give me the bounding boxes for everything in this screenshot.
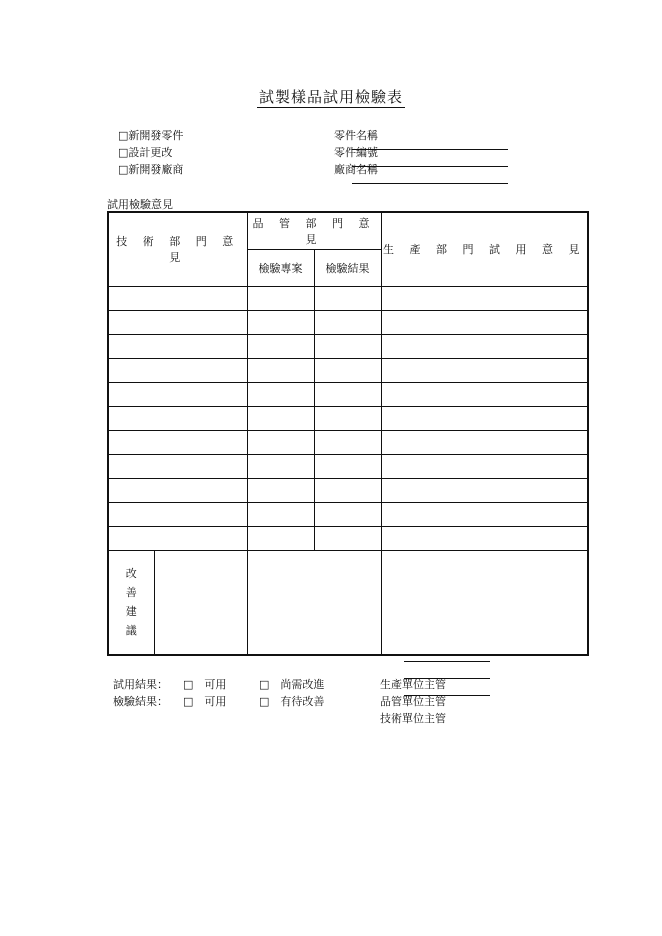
tech-cell[interactable] [108,286,247,310]
qc-result-cell[interactable] [314,454,381,478]
tech-cell[interactable] [108,358,247,382]
table-row [108,286,588,310]
qc-result-cell[interactable] [314,478,381,502]
table-row [108,358,588,382]
part-number-label: 零件編號 [334,146,378,159]
prod-cell[interactable] [381,478,588,502]
prod-cell[interactable] [381,526,588,550]
qc-result-cell[interactable] [314,526,381,550]
prod-cell[interactable] [381,382,588,406]
table-row [108,406,588,430]
improvement-char: 改 [125,567,137,581]
form-title [0,86,662,107]
qc-item-cell[interactable] [247,310,314,334]
section-label: 試用檢驗意見 [107,198,173,211]
qc-result-cell[interactable] [314,334,381,358]
inspect-to-improve-checkbox[interactable]: □ 有待改善 [259,695,325,708]
table-row [108,334,588,358]
qc-item-cell[interactable] [247,382,314,406]
tech-improvement-cell[interactable] [154,550,247,655]
trial-needs-improve-checkbox[interactable]: □ 尚需改進 [259,678,325,691]
prod-cell[interactable] [381,358,588,382]
tech-cell[interactable] [108,478,247,502]
trial-usable-checkbox[interactable]: □ 可用 [183,678,227,691]
part-name-label: 零件名稱 [334,129,378,142]
table-row [108,454,588,478]
prod-cell[interactable] [381,286,588,310]
qc-item-cell[interactable] [247,502,314,526]
qc-item-header: 檢驗專案 [247,249,314,286]
qc-result-cell[interactable] [314,310,381,334]
checkbox-option-design-change[interactable]: □設計更改 [118,146,173,159]
checkbox-option-new-part[interactable]: □新開發零件 [118,129,184,142]
tech-manager-label: 技術單位主管 [380,712,446,725]
vendor-name-label: 廠商名稱 [334,163,378,176]
qc-improvement-cell[interactable] [247,550,381,655]
table-row [108,478,588,502]
tech-cell[interactable] [108,502,247,526]
part-number-field-line[interactable] [352,166,508,167]
signature-line[interactable] [404,661,490,662]
prod-cell[interactable] [381,454,588,478]
tech-cell[interactable] [108,310,247,334]
tech-cell[interactable] [108,334,247,358]
prod-cell[interactable] [381,502,588,526]
prod-cell[interactable] [381,310,588,334]
prod-cell[interactable] [381,334,588,358]
qc-item-cell[interactable] [247,406,314,430]
improvement-char: 建 [125,605,137,619]
qc-item-cell[interactable] [247,286,314,310]
trial-result-label: 試用結果： [113,678,168,691]
qc-result-cell[interactable] [314,430,381,454]
tech-cell[interactable] [108,382,247,406]
prod-manager-label: 生產單位主管 [380,678,446,691]
qc-dept-header: 品 管 部 門 意 見 [247,212,381,249]
qc-item-cell[interactable] [247,430,314,454]
part-name-field-line[interactable] [352,149,508,150]
checkbox-option-new-vendor[interactable]: □新開發廠商 [118,163,184,176]
table-row [108,502,588,526]
qc-result-cell[interactable] [314,406,381,430]
inspect-usable-checkbox[interactable]: □ 可用 [183,695,227,708]
qc-item-cell[interactable] [247,526,314,550]
qc-item-cell[interactable] [247,478,314,502]
qc-item-cell[interactable] [247,358,314,382]
table-row [108,526,588,550]
qc-result-cell[interactable] [314,382,381,406]
qc-manager-label: 品管單位主管 [380,695,446,708]
tech-cell[interactable] [108,430,247,454]
tech-cell[interactable] [108,526,247,550]
qc-result-cell[interactable] [314,358,381,382]
prod-cell[interactable] [381,406,588,430]
tech-dept-header: 技 術 部 門 意 見 [108,212,247,286]
qc-result-header: 檢驗結果 [314,249,381,286]
improvement-char: 議 [125,624,137,638]
inspection-table [107,211,589,656]
table-row [108,310,588,334]
qc-result-cell[interactable] [314,286,381,310]
tech-cell[interactable] [108,454,247,478]
vendor-name-field-line[interactable] [352,183,508,184]
prod-improvement-cell[interactable] [381,550,588,655]
qc-item-cell[interactable] [247,334,314,358]
prod-dept-header: 生 產 部 門 試 用 意 見 [381,212,588,286]
table-row [108,430,588,454]
qc-item-cell[interactable] [247,454,314,478]
improvement-char: 善 [125,586,137,600]
form-title-text: 試製樣品試用檢驗表 [258,88,403,106]
inspect-result-label: 檢驗結果： [113,695,168,708]
table-row [108,382,588,406]
prod-cell[interactable] [381,430,588,454]
tech-cell[interactable] [108,406,247,430]
qc-result-cell[interactable] [314,502,381,526]
improvement-row [108,550,588,655]
improvement-label [108,550,154,655]
